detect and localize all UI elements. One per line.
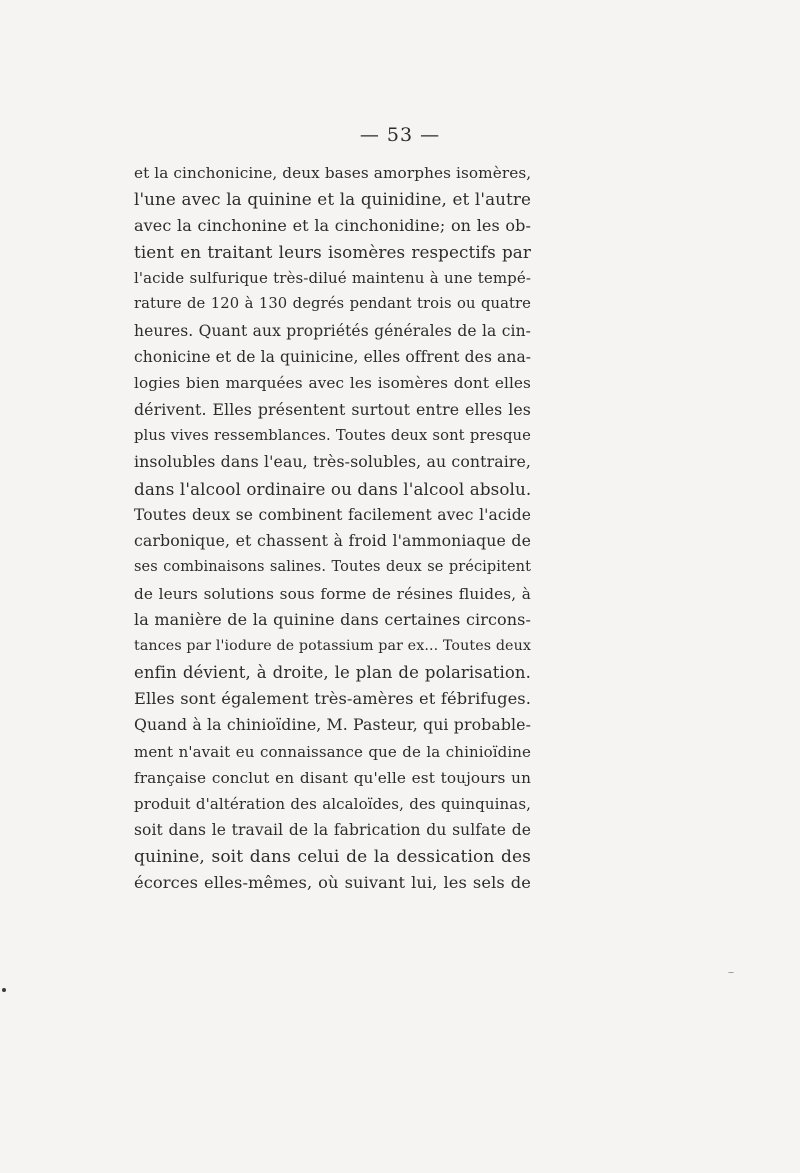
text-line: avec la cinchonine et la cinchonidine; on les ob- (134, 215, 531, 235)
text-line: l'acide sulfurique très-dilué maintenu à une tempé- (134, 269, 531, 288)
body-text (134, 160, 531, 896)
text-line: quinine, soit dans celui de la dessication des (134, 846, 531, 867)
text-line: dérivent. Elles présentent surtout entre elles les (134, 399, 531, 419)
text-line: l'une avec la quinine et la quinidine, et l'autre (134, 189, 531, 210)
text-line: Elles sont également très-amères et fébrifuges. (134, 688, 531, 708)
ink-speck (2, 988, 6, 992)
text-line: rature de 120 à 130 degrés pendant trois ou quatre (134, 295, 531, 313)
text-line: enfin dévient, à droite, le plan de polarisation. (134, 662, 531, 682)
text-line: ment n'avait eu connaissance que de la chinioïdine (134, 742, 531, 761)
text-line: la manière de la quinine dans certaines circons- (134, 610, 531, 630)
text-line: soit dans le travail de la fabrication du sulfate de (134, 821, 531, 840)
text-line: chonicine et de la quinicine, elles offrent des ana- (134, 348, 532, 367)
text-line: et la cinchonicine, deux bases amorphes isomères, (134, 164, 532, 182)
text-line: carbonique, et chassent à froid l'ammoniaque de (134, 531, 531, 551)
text-line: française conclut en disant qu'elle est toujours un (134, 768, 531, 787)
text-line: Quand à la chinioïdine, M. Pasteur, qui probable- (134, 715, 531, 735)
text-line: ses combinaisons salines. Toutes deux se précipitent (134, 559, 531, 576)
text-line: tient en traitant leurs isomères respectifs par (134, 241, 531, 262)
ink-speck (728, 972, 734, 973)
text-line: heures. Quant aux propriétés générales de la cin- (134, 321, 531, 340)
text-line: Toutes deux se combinent facilement avec l'acide (134, 505, 531, 524)
text-line: plus vives ressemblances. Toutes deux sont presque (134, 426, 531, 444)
text-line: logies bien marquées avec les isomères dont elles (134, 374, 531, 393)
text-line: insolubles dans l'eau, très-solubles, au contraire, (134, 452, 531, 472)
text-line: de leurs solutions sous forme de résines fluides, à (134, 584, 531, 603)
text-line: tances par l'iodure de potassium par ex... Toutes deux (134, 638, 531, 655)
text-line: dans l'alcool ordinaire ou dans l'alcool absolu. (134, 478, 532, 499)
text-line: produit d'altération des alcaloïdes, des quinquinas, (134, 795, 531, 814)
page-number: — 53 — (359, 124, 441, 146)
text-line: écorces elles-mêmes, où suivant lui, les sels de (134, 873, 531, 893)
